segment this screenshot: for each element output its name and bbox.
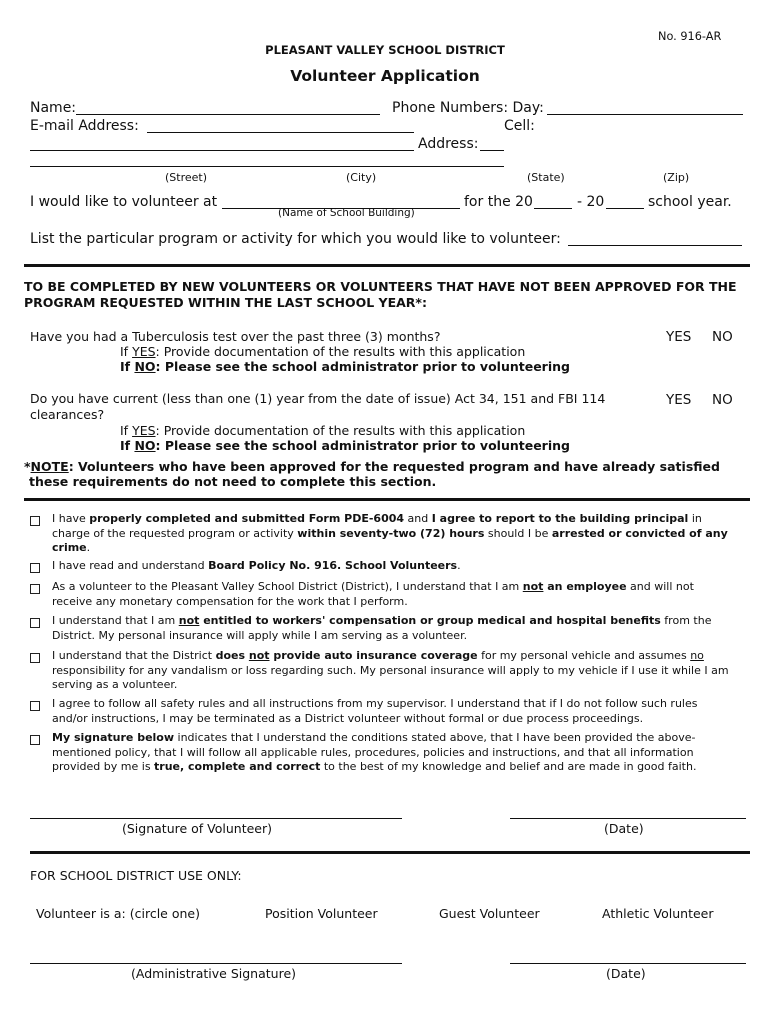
checklist-item-1: I have properly completed and submitted Form PDE-6004 and I agree to report to the building principal in charge of the requested program or activity within seventy-two (72) hours should I be arrested or convicted of any crime. [52, 512, 728, 554]
checkbox-6[interactable] [30, 701, 40, 711]
section-heading-1: TO BE COMPLETED BY NEW VOLUNTEERS OR VOLUNTEERS THAT HAVE NOT BEEN APPROVED FOR THE [24, 279, 737, 294]
tb-yes[interactable]: YES [666, 329, 692, 345]
phone-day-label: Phone Numbers: Day: [392, 100, 544, 116]
form-number: No. 916-AR [658, 30, 722, 43]
program-label: List the particular program or activity for which you would like to volunteer: [30, 231, 561, 247]
email-field[interactable] [147, 132, 414, 133]
admin-signature-caption: (Administrative Signature) [131, 966, 297, 981]
divider [30, 851, 750, 854]
admin-date-field[interactable] [510, 963, 746, 964]
section-heading-2: PROGRAM REQUESTED WITHIN THE LAST SCHOOL YEAR*: [24, 295, 427, 310]
checklist-item-7: My signature below indicates that I understand the conditions stated above, that I have been provided the above-mentioned policy, that I will follow all applicable rules, procedures, policies and instructions, and that all information provided by me is true, complete and correct to the best of my knowledge and belief and are made in good faith. [52, 731, 697, 773]
address-field[interactable] [480, 150, 504, 151]
volunteer-at-label: I would like to volunteer at [30, 194, 218, 210]
checklist-item-4: I understand that I am not entitled to workers' compensation or group medical and hospital benefits from the District. My personal insurance will apply while I am serving as a volunteer. [52, 614, 712, 642]
option-position-volunteer[interactable]: Position Volunteer [265, 906, 378, 921]
checkbox-2[interactable] [30, 563, 40, 573]
volunteer-date-field[interactable] [510, 818, 746, 819]
clearance-no[interactable]: NO [712, 392, 733, 408]
clearance-yes[interactable]: YES [666, 392, 692, 408]
name-field[interactable] [76, 114, 380, 115]
admin-date-caption: (Date) [606, 966, 646, 981]
year-start-field[interactable] [534, 208, 572, 209]
volunteer-type-label: Volunteer is a: (circle one) [36, 906, 200, 921]
phone-day-field[interactable] [547, 114, 743, 115]
tb-if-no: If NO: Please see the school administrator prior to volunteering [120, 359, 570, 374]
zip-caption: (Zip) [663, 171, 690, 184]
checkbox-3[interactable] [30, 584, 40, 594]
tb-question: Have you had a Tuberculosis test over the past three (3) months? [30, 329, 441, 344]
clearance-if-no: If NO: Please see the school administrator prior to volunteering [120, 438, 570, 453]
divider [24, 498, 750, 501]
note-line-2: these requirements do not need to complete this section. [29, 474, 437, 489]
volunteer-date-caption: (Date) [604, 821, 644, 836]
for-the-label: for the 20 [464, 194, 533, 210]
school-year-label: school year. [648, 194, 732, 210]
checklist-item-3: As a volunteer to the Pleasant Valley School District (District), I understand that I am not an employee and will not receive any monetary compensation for the work that I perform. [52, 580, 694, 608]
volunteer-signature-field[interactable] [30, 818, 402, 819]
city-caption: (City) [346, 171, 377, 184]
checklist-item-5: I understand that the District does not provide auto insurance coverage for my personal vehicle and assumes no responsibility for any vandalism or loss regarding such. My personal insurance will apply to my vehicle if I use it while I am serving as a volunteer. [52, 649, 729, 691]
email-field-cont[interactable] [30, 150, 414, 151]
clearance-question-2: clearances? [30, 407, 105, 422]
volunteer-signature-caption: (Signature of Volunteer) [122, 821, 273, 836]
checkbox-5[interactable] [30, 653, 40, 663]
school-building-caption: (Name of School Building) [278, 207, 415, 219]
divider [24, 264, 750, 267]
checkbox-4[interactable] [30, 618, 40, 628]
clearance-if-yes: If YES: Provide documentation of the results with this application [120, 423, 526, 438]
note-line-1: *NOTE: Volunteers who have been approved for the requested program and have already satisfied [24, 459, 720, 474]
dash-20-label: - 20 [577, 194, 605, 210]
checkbox-1[interactable] [30, 516, 40, 526]
page-title: Volunteer Application [290, 67, 480, 85]
state-caption: (State) [527, 171, 565, 184]
name-label: Name: [30, 100, 77, 116]
admin-signature-field[interactable] [30, 963, 402, 964]
checkbox-7[interactable] [30, 735, 40, 745]
tb-no[interactable]: NO [712, 329, 733, 345]
tb-if-yes: If YES: Provide documentation of the results with this application [120, 344, 526, 359]
address-line[interactable] [30, 166, 504, 167]
year-end-field[interactable] [606, 208, 644, 209]
checklist-item-6: I agree to follow all safety rules and all instructions from my supervisor. I understand that if I do not follow such rules and/or instructions, I may be terminated as a District volunteer without formal or due process proceedings. [52, 697, 698, 725]
option-athletic-volunteer[interactable]: Athletic Volunteer [602, 906, 714, 921]
clearance-question-1: Do you have current (less than one (1) year from the date of issue) Act 34, 151 and FBI 114 [30, 391, 606, 406]
program-field[interactable] [568, 245, 742, 246]
email-label: E-mail Address: [30, 118, 139, 134]
cell-label: Cell: [504, 118, 535, 134]
district-use-heading: FOR SCHOOL DISTRICT USE ONLY: [30, 868, 242, 883]
address-label: Address: [418, 136, 479, 152]
street-caption: (Street) [165, 171, 208, 184]
checklist-item-2: I have read and understand Board Policy No. 916. School Volunteers. [52, 559, 461, 572]
option-guest-volunteer[interactable]: Guest Volunteer [439, 906, 540, 921]
district-name: PLEASANT VALLEY SCHOOL DISTRICT [265, 43, 505, 57]
